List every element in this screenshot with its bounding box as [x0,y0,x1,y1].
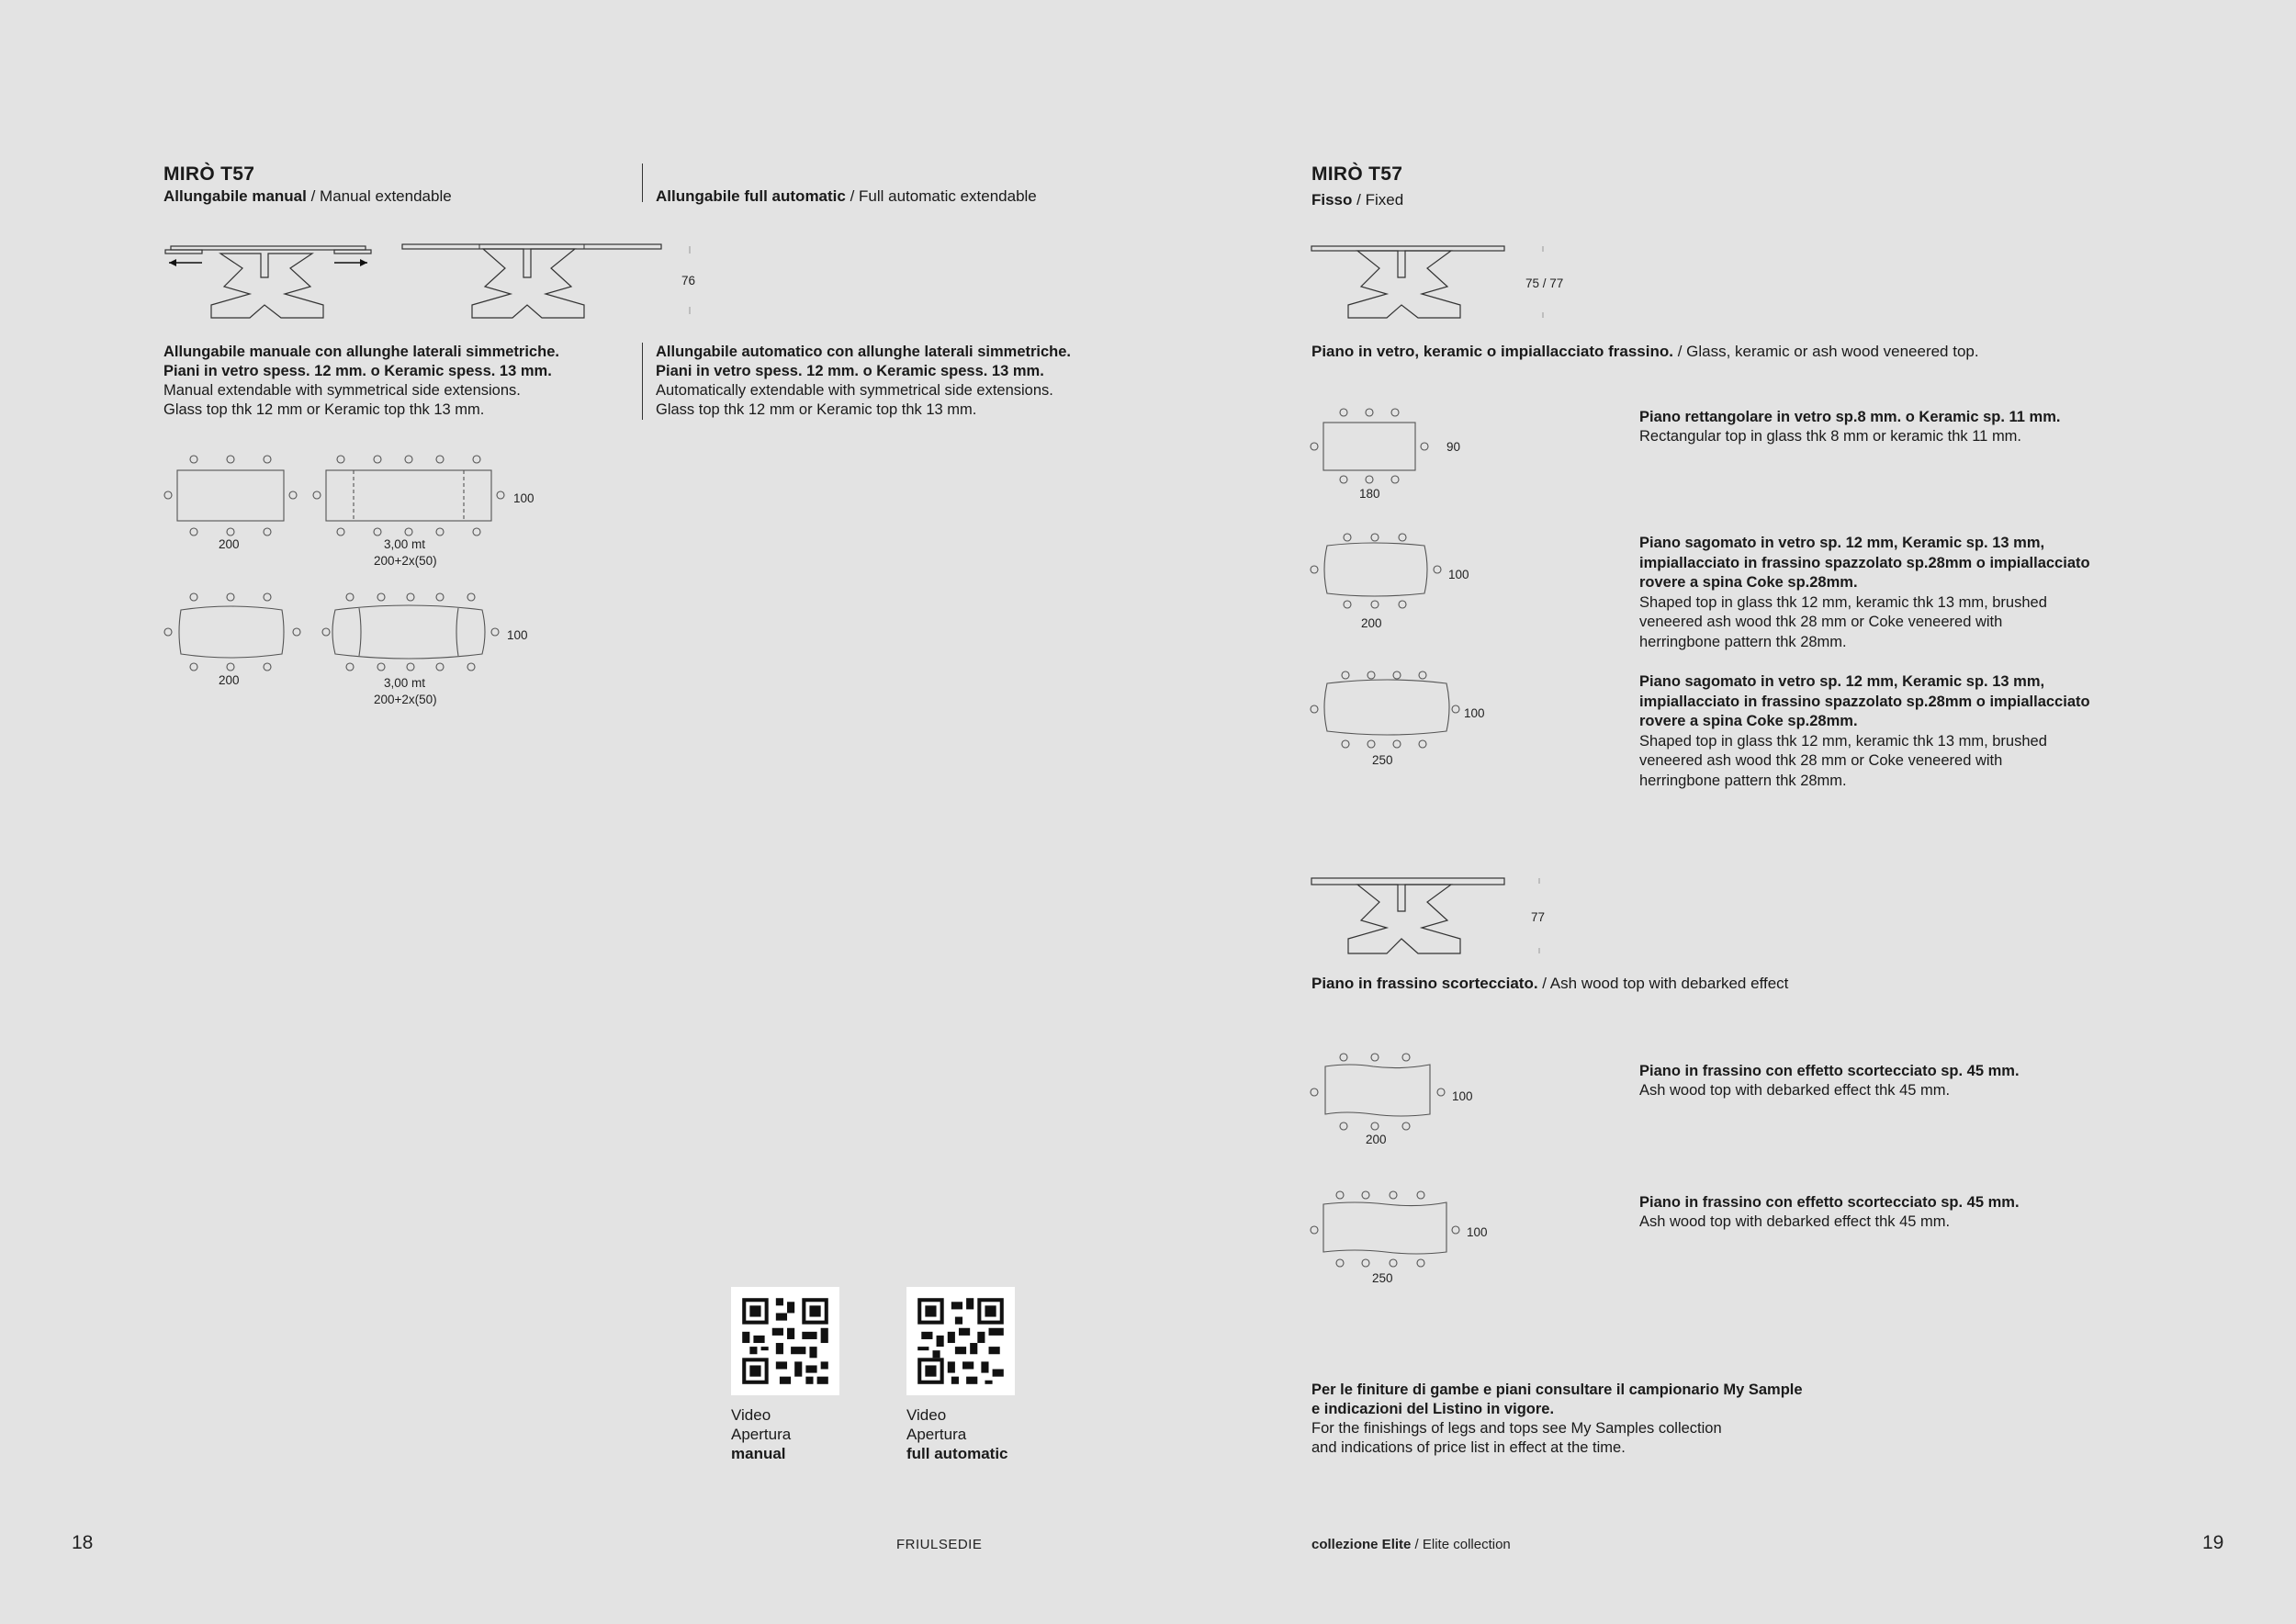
ash-wood-line: Piano in frassino scortecciato. / Ash wood top with debarked effect [1311,975,1789,992]
plan3-depth: 100 [1464,706,1485,720]
plan1-description: Piano rettangolare in vetro sp.8 mm. o Keramic sp. 11 mm. Rectangular top in glass thk 8 mm or keramic thk 11 mm. [1639,409,2061,445]
fixed-height-dim: 75 / 77 [1525,276,1564,290]
qr-code-automatic[interactable] [906,1287,1015,1395]
rect-width-dim: 200 [219,537,240,551]
plan4-width: 200 [1366,1133,1387,1146]
manual-description: Allungabile manuale con allunghe laterali simmetriche. Piani in vetro spess. 12 mm. o Keramic spess. 13 mm. Manual extendable with symmetrical side extensions. Glass top thk 12 mm or Keramic top thk 13 mm. [163,344,559,418]
rect-ext-width-dim: 3,00 mt [384,537,426,551]
plan4-description: Piano in frassino con effetto scortecciato sp. 45 mm. Ash wood top with debarked effect thk 45 mm. [1639,1063,2020,1099]
top-materials-line: Piano in vetro, keramic o impiallacciato frassino. / Glass, keramic or ash wood veneered top. [1311,343,1979,360]
plan5-description: Piano in frassino con effetto scortecciato sp. 45 mm. Ash wood top with debarked effect thk 45 mm. [1639,1194,2020,1230]
rect-ext-formula: 200+2x(50) [374,554,437,568]
left-product-title: MIRÒ T57 [163,164,255,185]
collection-footer: collezione Elite / Elite collection [1311,1537,1511,1552]
rect-depth-dim: 100 [513,491,535,505]
fixed-table-side-view [1311,241,1550,323]
plan-wood-250 [1309,1186,1474,1278]
plan3-description: Piano sagomato in vetro sp. 12 mm, Keramic sp. 13 mm, impiallacciato in frassino spazzolato sp.28mm o impiallacciato rovere a spina Coke sp.28mm. Shaped top in glass thk 12 mm, keramic thk 13 mm, brushed veneered ash wood thk 28 mm or Coke veneered with herringbone pattern thk 28mm. [1639,673,2090,789]
height-dimension: 76 [681,274,696,288]
column-divider-2 [642,343,643,420]
plan2-depth: 100 [1448,568,1469,581]
qr-caption-manual: Video Apertura manual [731,1406,792,1462]
brand-footer: FRIULSEDIE [896,1537,983,1552]
shaped-ext-width-dim: 3,00 mt [384,676,426,690]
automatic-table-side-view [400,241,667,323]
wood-height-dim: 77 [1531,910,1546,924]
plan4-depth: 100 [1452,1089,1473,1103]
plan5-width: 250 [1372,1271,1393,1285]
fixed-label: Fisso / Fixed [1311,191,1404,209]
plan-rect-180 [1309,404,1465,496]
plan3-width: 250 [1372,753,1393,767]
plan1-depth: 90 [1446,440,1461,454]
plan1-width: 180 [1359,487,1380,501]
rectangular-plans [161,450,546,551]
shaped-depth-dim: 100 [507,628,528,642]
plan5-depth: 100 [1467,1225,1488,1239]
plan2-description: Piano sagomato in vetro sp. 12 mm, Keramic sp. 13 mm, impiallacciato in frassino spazzolato sp.28mm o impiallacciato rovere a spina Coke sp.28mm. Shaped top in glass thk 12 mm, keramic thk 13 mm, brushed veneered ash wood thk 28 mm or Coke veneered with herringbone pattern thk 28mm. [1639,535,2090,650]
plan-wood-200 [1309,1050,1465,1142]
right-product-title: MIRÒ T57 [1311,164,1403,185]
left-page-number: 18 [72,1532,94,1553]
automatic-description: Allungabile automatico con allunghe laterali simmetriche. Piani in vetro spess. 12 mm. o Keramic spess. 13 mm. Automatically extendable with symmetrical side extensions. Glass top thk 12 mm or Keramic top thk 13 mm. [656,344,1072,418]
qr-code-manual[interactable] [731,1287,839,1395]
manual-table-side-view [165,241,377,323]
right-page-number: 19 [2202,1532,2224,1553]
automatic-extendable-label: Allungabile full automatic / Full automatic extendable [656,187,1037,205]
shaped-width-dim: 200 [219,673,240,687]
wood-table-side-view [1311,873,1550,960]
qr-caption-automatic: Video Apertura full automatic [906,1406,1008,1462]
plan2-width: 200 [1361,616,1382,630]
shaped-ext-formula: 200+2x(50) [374,693,437,706]
column-divider [642,164,643,202]
finish-note: Per le finiture di gambe e piani consultare il campionario My Sample e indicazioni del Listino in vigore. For the finishings of legs and tops see My Samples collection and indications of price list in effect at the time. [1311,1382,1803,1456]
plan-shaped-200 [1309,531,1465,623]
plan-shaped-250 [1309,669,1474,761]
manual-extendable-label: Allungabile manual / Manual extendable [163,187,452,205]
